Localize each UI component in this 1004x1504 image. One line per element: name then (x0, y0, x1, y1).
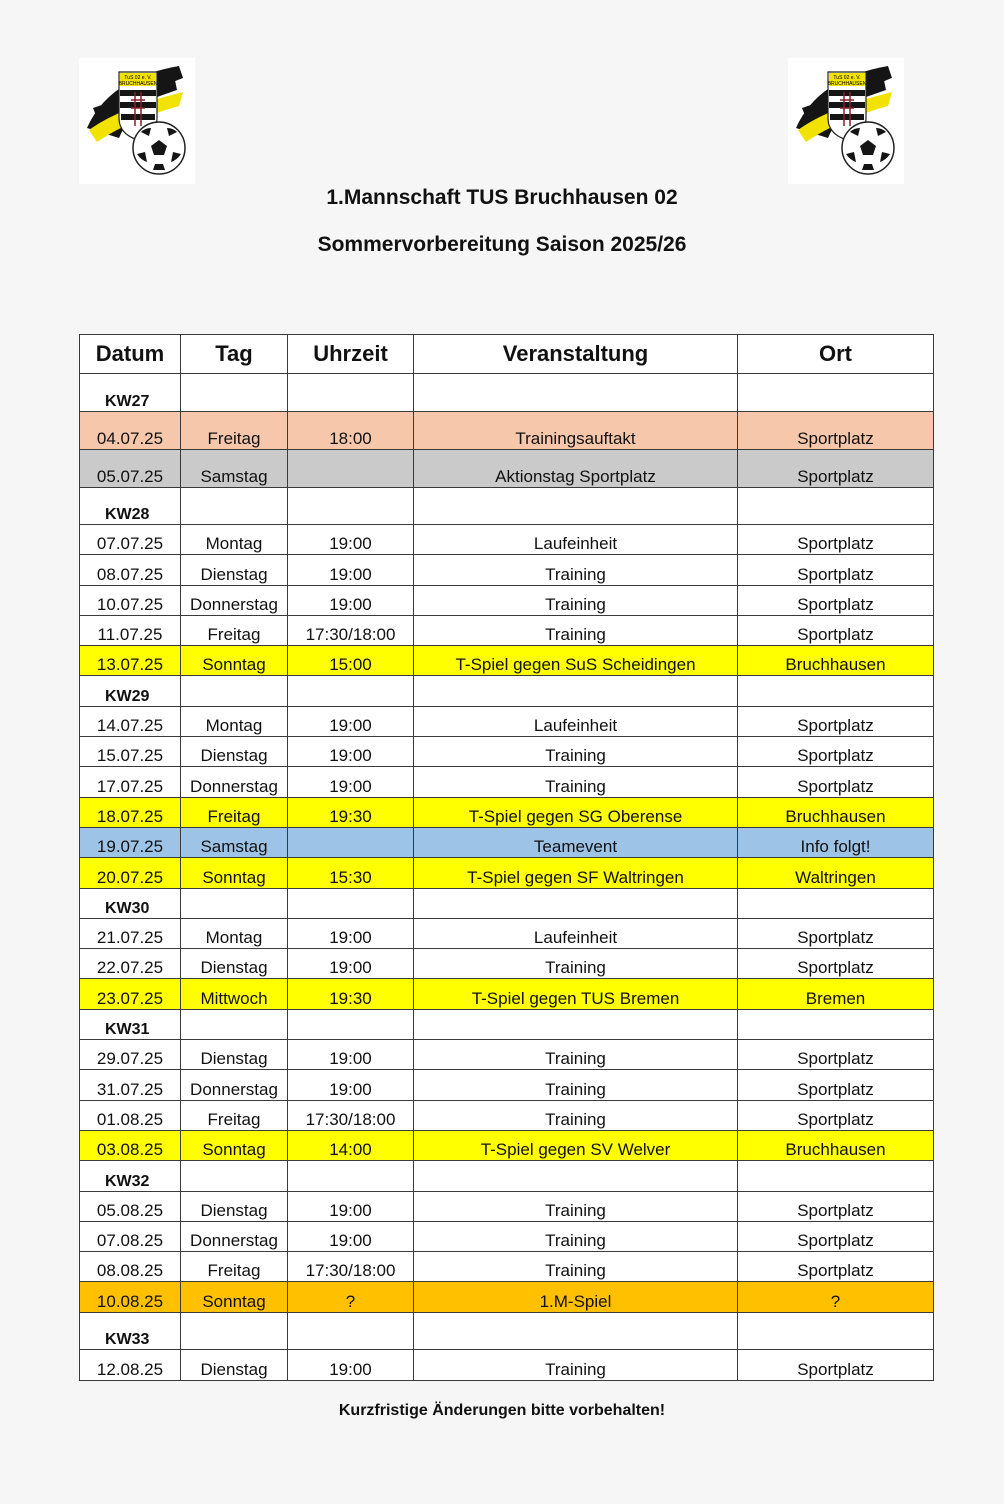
week-row (80, 1009, 934, 1039)
schedule-body (80, 374, 934, 1381)
cell-day: Dienstag (181, 1191, 288, 1221)
page-subtitle: Sommervorbereitung Saison 2025/26 (317, 233, 687, 256)
cell-date: 31.07.25 (80, 1070, 181, 1100)
cell-time: 19:00 (288, 918, 414, 948)
cell-date: 23.07.25 (80, 979, 181, 1009)
cell-event: T-Spiel gegen SF Waltringen (414, 858, 738, 888)
logo-text-top: TuS 02 e. V. (124, 75, 152, 81)
column-header-time: Uhrzeit (288, 335, 414, 374)
cell-event: Trainingsauftakt (414, 411, 738, 449)
cell-event: Training (414, 555, 738, 585)
cell-date: 17.07.25 (80, 767, 181, 797)
cell-day: Sonntag (181, 646, 288, 676)
week-row (80, 374, 934, 412)
empty-cell (738, 374, 934, 412)
cell-place: Waltringen (738, 858, 934, 888)
club-logo-right (788, 58, 904, 184)
cell-day: Freitag (181, 1252, 288, 1282)
cell-time: 19:00 (288, 555, 414, 585)
cell-place: Sportplatz (738, 449, 934, 487)
week-row (80, 1161, 934, 1191)
cell-event: Training (414, 1070, 738, 1100)
cell-time (288, 449, 414, 487)
week-label: KW30 (80, 888, 181, 918)
cell-date: 19.07.25 (80, 827, 181, 857)
cell-event: Training (414, 1350, 738, 1380)
cell-event: Training (414, 767, 738, 797)
cell-day: Freitag (181, 797, 288, 827)
cell-place: Sportplatz (738, 918, 934, 948)
cell-time: 19:00 (288, 767, 414, 797)
empty-cell (414, 374, 738, 412)
cell-place: Sportplatz (738, 555, 934, 585)
cell-date: 01.08.25 (80, 1100, 181, 1130)
cell-day: Sonntag (181, 1282, 288, 1312)
table-row (80, 1282, 934, 1312)
cell-time: 14:00 (288, 1130, 414, 1160)
cell-time: 19:00 (288, 1040, 414, 1070)
empty-cell (288, 374, 414, 412)
logo-text-bottom: BRUCHHAUSEN (827, 81, 867, 87)
cell-day: Freitag (181, 411, 288, 449)
page-title: 1.Mannschaft TUS Bruchhausen 02 (326, 186, 678, 209)
table-row (80, 1221, 934, 1251)
table-row (80, 737, 934, 767)
cell-date: 21.07.25 (80, 918, 181, 948)
cell-date: 15.07.25 (80, 737, 181, 767)
table-row (80, 767, 934, 797)
week-row (80, 888, 934, 918)
cell-date: 05.08.25 (80, 1191, 181, 1221)
cell-time: 19:00 (288, 1191, 414, 1221)
table-row (80, 797, 934, 827)
cell-day: Freitag (181, 1100, 288, 1130)
cell-date: 07.08.25 (80, 1221, 181, 1251)
cell-place: Bruchhausen (738, 1130, 934, 1160)
empty-cell (738, 888, 934, 918)
cell-time: 17:30/18:00 (288, 615, 414, 645)
table-row (80, 1350, 934, 1380)
empty-cell (738, 1009, 934, 1039)
empty-cell (288, 1009, 414, 1039)
cell-day: Montag (181, 525, 288, 555)
cell-day: Freitag (181, 615, 288, 645)
table-row (80, 858, 934, 888)
cell-event: Teamevent (414, 827, 738, 857)
cell-time: 18:00 (288, 411, 414, 449)
cell-day: Donnerstag (181, 767, 288, 797)
week-label: KW29 (80, 676, 181, 706)
empty-cell (181, 676, 288, 706)
week-label: KW32 (80, 1161, 181, 1191)
cell-place: Info folgt! (738, 827, 934, 857)
table-row (80, 411, 934, 449)
cell-date: 05.07.25 (80, 449, 181, 487)
cell-day: Dienstag (181, 1350, 288, 1380)
cell-date: 10.08.25 (80, 1282, 181, 1312)
cell-time: 15:00 (288, 646, 414, 676)
empty-cell (414, 487, 738, 525)
column-header-event: Veranstaltung (414, 335, 738, 374)
cell-place: Bruchhausen (738, 797, 934, 827)
empty-cell (414, 676, 738, 706)
cell-time: 19:00 (288, 706, 414, 736)
cell-place: Sportplatz (738, 525, 934, 555)
empty-cell (288, 1312, 414, 1350)
cell-day: Montag (181, 918, 288, 948)
cell-place: Sportplatz (738, 615, 934, 645)
cell-date: 08.08.25 (80, 1252, 181, 1282)
cell-time: 15:30 (288, 858, 414, 888)
schedule-table (79, 334, 934, 1381)
cell-place: Sportplatz (738, 1350, 934, 1380)
week-label: KW27 (80, 374, 181, 412)
cell-event: Training (414, 1040, 738, 1070)
cell-time: 19:00 (288, 1221, 414, 1251)
cell-place: Bruchhausen (738, 646, 934, 676)
table-row (80, 449, 934, 487)
cell-date: 13.07.25 (80, 646, 181, 676)
cell-day: Dienstag (181, 1040, 288, 1070)
week-row (80, 487, 934, 525)
cell-place: Sportplatz (738, 949, 934, 979)
cell-date: 03.08.25 (80, 1130, 181, 1160)
empty-cell (288, 487, 414, 525)
empty-cell (181, 374, 288, 412)
table-row (80, 827, 934, 857)
logo-text-bottom: BRUCHHAUSEN (118, 81, 158, 87)
cell-day: Sonntag (181, 1130, 288, 1160)
table-row (80, 1130, 934, 1160)
cell-time: 19:00 (288, 1070, 414, 1100)
cell-date: 20.07.25 (80, 858, 181, 888)
empty-cell (181, 888, 288, 918)
cell-time: 19:00 (288, 525, 414, 555)
cell-day: Donnerstag (181, 1221, 288, 1251)
cell-day: Donnerstag (181, 1070, 288, 1100)
cell-event: Training (414, 1221, 738, 1251)
cell-time: 19:00 (288, 737, 414, 767)
cell-time: 19:00 (288, 1350, 414, 1380)
cell-place: Bremen (738, 979, 934, 1009)
club-logo-left (79, 58, 195, 184)
cell-day: Montag (181, 706, 288, 736)
cell-event: Laufeinheit (414, 918, 738, 948)
column-header-date: Datum (80, 335, 181, 374)
table-row (80, 646, 934, 676)
table-row (80, 555, 934, 585)
cell-place: Sportplatz (738, 411, 934, 449)
cell-event: Aktionstag Sportplatz (414, 449, 738, 487)
table-row (80, 525, 934, 555)
cell-time (288, 827, 414, 857)
cell-time: 19:30 (288, 979, 414, 1009)
empty-cell (414, 1161, 738, 1191)
cell-place: Sportplatz (738, 767, 934, 797)
table-row (80, 949, 934, 979)
cell-event: Training (414, 615, 738, 645)
cell-date: 11.07.25 (80, 615, 181, 645)
table-row (80, 1252, 934, 1282)
week-label: KW28 (80, 487, 181, 525)
empty-cell (181, 487, 288, 525)
cell-event: 1.M-Spiel (414, 1282, 738, 1312)
cell-place: Sportplatz (738, 1040, 934, 1070)
table-row (80, 1191, 934, 1221)
cell-event: Training (414, 1100, 738, 1130)
cell-day: Samstag (181, 449, 288, 487)
cell-date: 12.08.25 (80, 1350, 181, 1380)
week-row (80, 1312, 934, 1350)
week-row (80, 676, 934, 706)
table-header-row (80, 335, 934, 374)
empty-cell (181, 1161, 288, 1191)
cell-day: Mittwoch (181, 979, 288, 1009)
cell-event: Training (414, 737, 738, 767)
cell-day: Sonntag (181, 858, 288, 888)
cell-day: Dienstag (181, 949, 288, 979)
empty-cell (288, 888, 414, 918)
cell-time: 17:30/18:00 (288, 1252, 414, 1282)
cell-day: Samstag (181, 827, 288, 857)
cell-day: Dienstag (181, 555, 288, 585)
table-row (80, 979, 934, 1009)
footer-note: Kurzfristige Änderungen bitte vorbehalten! (338, 1402, 666, 1419)
cell-date: 08.07.25 (80, 555, 181, 585)
table-row (80, 918, 934, 948)
table-row (80, 615, 934, 645)
cell-place: Sportplatz (738, 1191, 934, 1221)
cell-date: 22.07.25 (80, 949, 181, 979)
empty-cell (288, 676, 414, 706)
week-label: KW33 (80, 1312, 181, 1350)
empty-cell (181, 1312, 288, 1350)
cell-place: Sportplatz (738, 1070, 934, 1100)
cell-time: ? (288, 1282, 414, 1312)
table-row (80, 706, 934, 736)
table-row (80, 585, 934, 615)
empty-cell (738, 676, 934, 706)
table-row (80, 1100, 934, 1130)
cell-date: 04.07.25 (80, 411, 181, 449)
column-header-place: Ort (738, 335, 934, 374)
column-header-day: Tag (181, 335, 288, 374)
week-label: KW31 (80, 1009, 181, 1039)
cell-event: Training (414, 1191, 738, 1221)
empty-cell (738, 487, 934, 525)
cell-time: 19:00 (288, 949, 414, 979)
cell-place: Sportplatz (738, 1221, 934, 1251)
cell-event: T-Spiel gegen TUS Bremen (414, 979, 738, 1009)
table-row (80, 1070, 934, 1100)
cell-time: 19:30 (288, 797, 414, 827)
cell-event: Training (414, 949, 738, 979)
cell-event: T-Spiel gegen SV Welver (414, 1130, 738, 1160)
cell-day: Donnerstag (181, 585, 288, 615)
cell-place: ? (738, 1282, 934, 1312)
cell-place: Sportplatz (738, 706, 934, 736)
empty-cell (414, 1009, 738, 1039)
cell-date: 10.07.25 (80, 585, 181, 615)
cell-place: Sportplatz (738, 1252, 934, 1282)
logo-text-top: TuS 02 e. V. (833, 75, 861, 81)
cell-date: 07.07.25 (80, 525, 181, 555)
cell-event: Laufeinheit (414, 525, 738, 555)
empty-cell (414, 1312, 738, 1350)
empty-cell (738, 1312, 934, 1350)
cell-event: Laufeinheit (414, 706, 738, 736)
cell-time: 17:30/18:00 (288, 1100, 414, 1130)
cell-event: T-Spiel gegen SG Oberense (414, 797, 738, 827)
cell-date: 18.07.25 (80, 797, 181, 827)
cell-time: 19:00 (288, 585, 414, 615)
cell-place: Sportplatz (738, 585, 934, 615)
cell-date: 29.07.25 (80, 1040, 181, 1070)
empty-cell (288, 1161, 414, 1191)
empty-cell (414, 888, 738, 918)
table-row (80, 1040, 934, 1070)
cell-date: 14.07.25 (80, 706, 181, 736)
cell-place: Sportplatz (738, 737, 934, 767)
empty-cell (181, 1009, 288, 1039)
cell-event: T-Spiel gegen SuS Scheidingen (414, 646, 738, 676)
cell-event: Training (414, 1252, 738, 1282)
empty-cell (738, 1161, 934, 1191)
cell-event: Training (414, 585, 738, 615)
cell-day: Dienstag (181, 737, 288, 767)
cell-place: Sportplatz (738, 1100, 934, 1130)
